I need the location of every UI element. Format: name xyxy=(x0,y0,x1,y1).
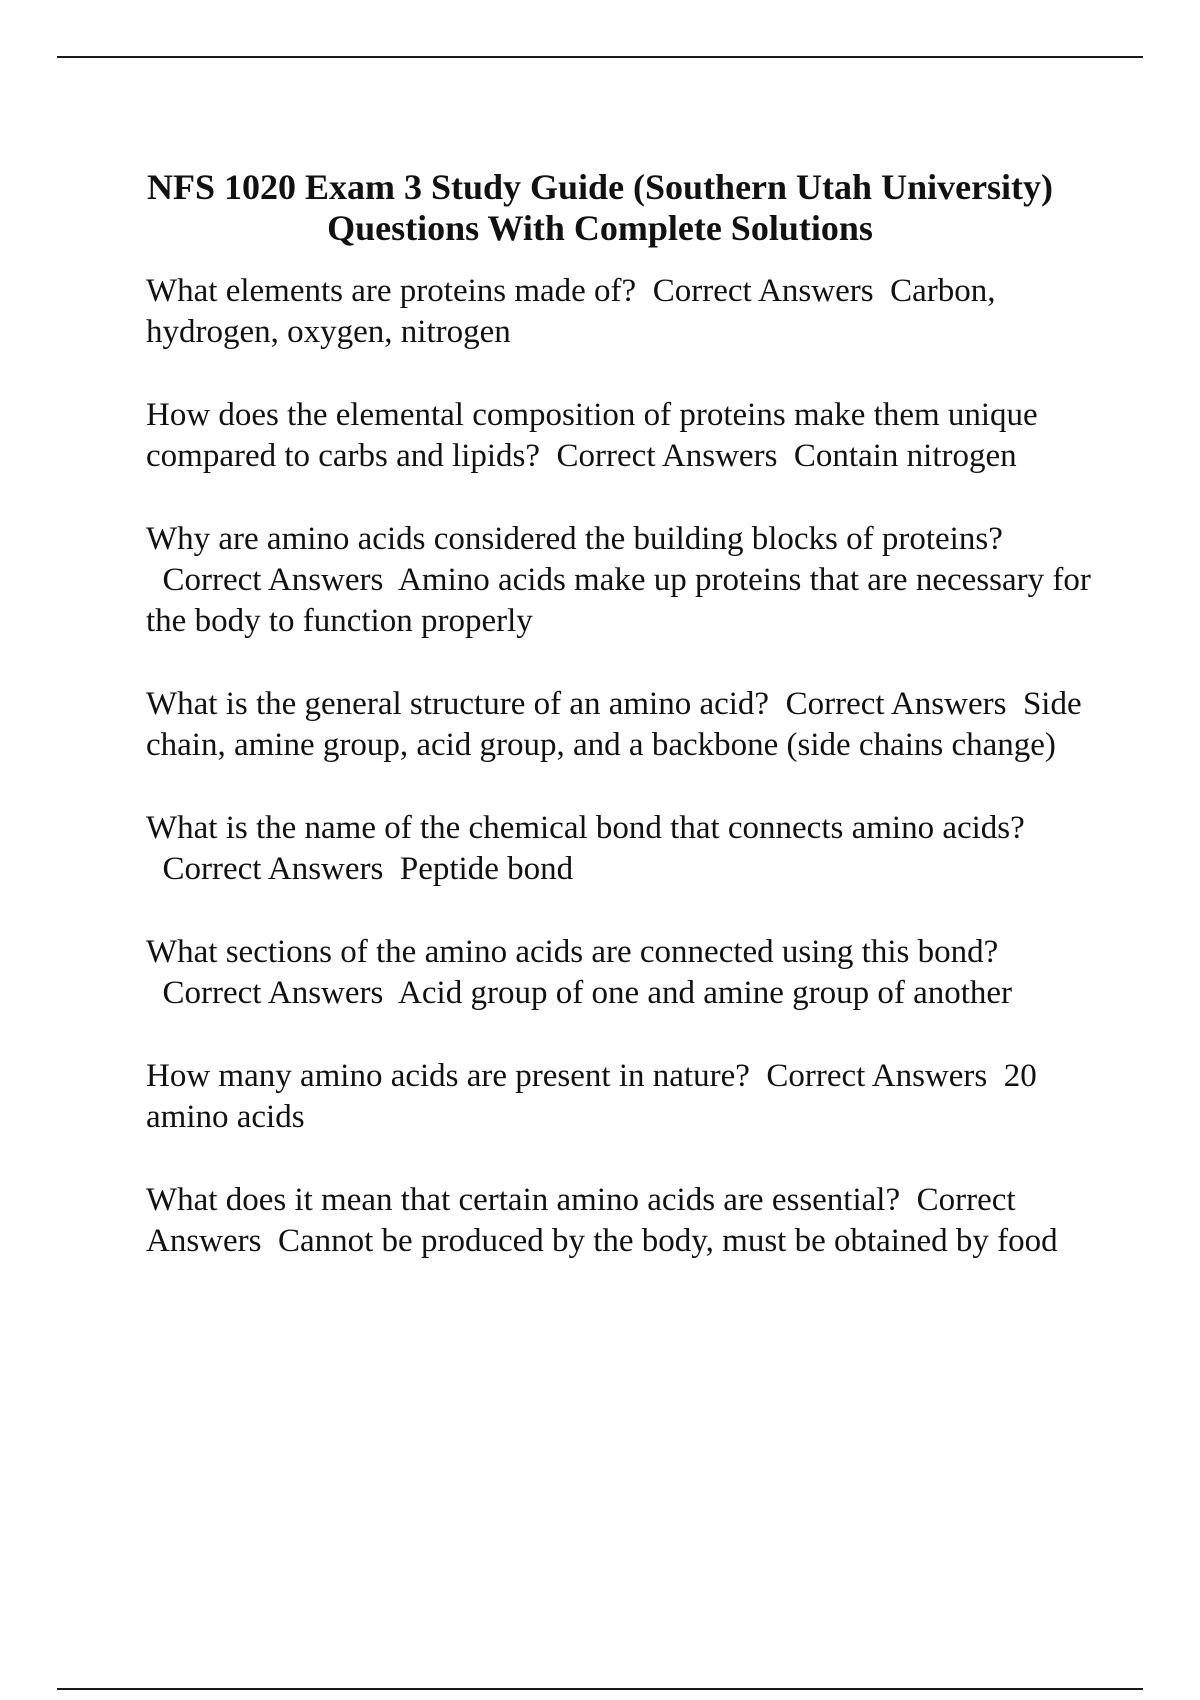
answer-text: Amino acids make up proteins that are necessary for the body to function properly xyxy=(146,562,1091,639)
title-line-2: Questions With Complete Solutions xyxy=(327,208,873,249)
qa-item xyxy=(146,271,1106,353)
answer-text: Peptide bond xyxy=(399,851,574,887)
question-text: Why are amino acids considered the building blocks of proteins? xyxy=(146,521,1003,557)
answer-label: Correct Answers xyxy=(162,975,384,1011)
question-text: How does the elemental composition of proteins make them unique compared to carbs and lipids? xyxy=(146,397,1038,474)
title-line-1: NFS 1020 Exam 3 Study Guide (Southern Utah University) xyxy=(146,167,1054,208)
bottom-rule xyxy=(57,1688,1143,1690)
question-text: What does it mean that certain amino acids are essential? xyxy=(146,1182,901,1218)
question-text: What elements are proteins made of? xyxy=(146,273,637,309)
qa-item xyxy=(146,808,1106,890)
qa-item xyxy=(146,395,1106,477)
question-text: What is the name of the chemical bond that connects amino acids? xyxy=(146,810,1025,846)
answer-label: Correct Answers xyxy=(146,1182,1016,1259)
qa-item xyxy=(146,519,1106,642)
answer-text: Carbon, hydrogen, oxygen, nitrogen xyxy=(146,273,996,350)
answer-label: Correct Answers xyxy=(652,273,874,309)
qa-item xyxy=(146,932,1106,1014)
question-text: What sections of the amino acids are connected using this bond? xyxy=(146,934,999,970)
answer-label: Correct Answers xyxy=(162,562,384,598)
qa-list xyxy=(146,271,1106,1304)
answer-label: Correct Answers xyxy=(766,1058,988,1094)
qa-item xyxy=(146,1056,1106,1138)
answer-text: Contain nitrogen xyxy=(793,438,1017,474)
answer-label: Correct Answers xyxy=(785,686,1007,722)
document-title xyxy=(57,167,1143,249)
answer-label: Correct Answers xyxy=(162,851,384,887)
answer-text: Acid group of one and amine group of another xyxy=(398,975,1013,1011)
qa-item xyxy=(146,684,1106,766)
answer-text: Cannot be produced by the body, must be obtained by food xyxy=(277,1223,1058,1259)
answer-label: Correct Answers xyxy=(556,438,778,474)
qa-item xyxy=(146,1180,1106,1262)
question-text: What is the general structure of an amino acid? xyxy=(146,686,770,722)
answer-text: Side chain, amine group, acid group, and a backbone (side chains change) xyxy=(146,686,1082,763)
top-rule xyxy=(57,56,1143,58)
question-text: How many amino acids are present in nature? xyxy=(146,1058,750,1094)
answer-text: 20 amino acids xyxy=(146,1058,1037,1135)
